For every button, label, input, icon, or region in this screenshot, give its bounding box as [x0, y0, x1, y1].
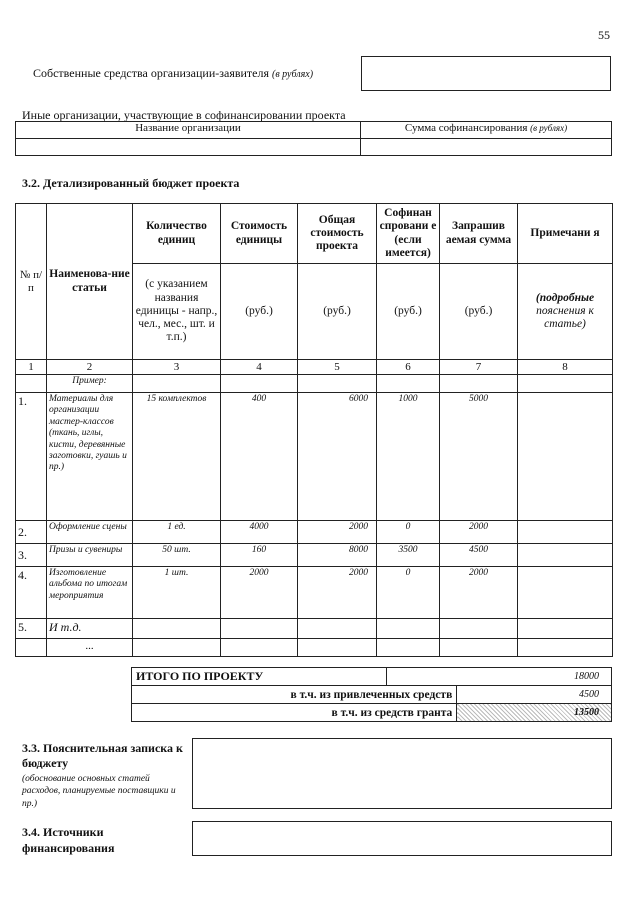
header-name: Наименова-ние статьи [47, 204, 133, 360]
row-cofin: 3500 [377, 544, 440, 567]
table-cell [377, 375, 440, 393]
cofinancing-col-org: Название организации [16, 122, 361, 139]
attracted-label: в т.ч. из привлеченных средств [132, 686, 457, 704]
cofinancing-col-sum [361, 122, 612, 139]
table-cell[interactable] [221, 639, 298, 657]
cofinancing-sum-cell[interactable] [361, 139, 612, 156]
row-cofin: 1000 [377, 393, 440, 521]
row-notes[interactable] [518, 393, 613, 521]
col-number: 2 [47, 360, 133, 375]
row-notes[interactable] [518, 521, 613, 544]
row-total: 8000 [298, 544, 377, 567]
row-notes[interactable] [518, 567, 613, 619]
row-name: Призы и сувениры [47, 544, 133, 567]
table-cell [16, 375, 47, 393]
row-total: 6000 [298, 393, 377, 521]
table-cell[interactable] [377, 619, 440, 639]
section-33-title: 3.3. Пояснительная записка к бюджету [22, 741, 183, 770]
row-requested: 2000 [440, 567, 518, 619]
table-cell [16, 639, 47, 657]
total-value: 18000 [387, 668, 612, 686]
row-cofin: 0 [377, 567, 440, 619]
col-number: 1 [16, 360, 47, 375]
cofinancing-title: Иные организации, участвующие в софинансировании проекта [22, 108, 346, 122]
header-total: Общая стоимость проекта [298, 204, 377, 264]
row-qty: 15 комплектов [133, 393, 221, 521]
row-cost: 2000 [221, 567, 298, 619]
header-qty: Количество единиц [133, 204, 221, 264]
header-notes-rest: пояснения к статье) [536, 304, 594, 331]
header-notes-bold: (подробные [535, 291, 595, 304]
table-row [16, 619, 613, 639]
table-row [16, 393, 613, 521]
example-row [16, 375, 613, 393]
header-notes-note [518, 264, 613, 360]
row-name: Изготовление альбома по итогам мероприятия [47, 567, 133, 619]
table-cell [440, 375, 518, 393]
section-33-note: (обоснование основных статей расходов, планируемые поставщики и пр.) [22, 774, 176, 809]
row-qty: 1 ед. [133, 521, 221, 544]
own-funds-input[interactable] [361, 56, 611, 91]
explanatory-note-input[interactable] [192, 738, 612, 809]
cofinancing-col-sum-text: Сумма софинансирования [404, 122, 528, 134]
table-cell[interactable] [440, 639, 518, 657]
row-total: 2000 [298, 567, 377, 619]
row-cost: 160 [221, 544, 298, 567]
row-num: 5. [16, 619, 47, 639]
header-requested-note: (руб.) [440, 264, 518, 360]
table-cell[interactable] [133, 619, 221, 639]
table-row [16, 639, 613, 657]
row-name: И т.д. [47, 619, 133, 639]
row-requested: 5000 [440, 393, 518, 521]
table-cell[interactable] [377, 639, 440, 657]
col-number: 3 [133, 360, 221, 375]
grant-value: 13500 [457, 704, 612, 722]
row-cost: 400 [221, 393, 298, 521]
totals-table [131, 667, 612, 722]
header-cost-note: (руб.) [221, 264, 298, 360]
header-notes: Примечани я [518, 204, 613, 264]
header-qty-note: (с указанием названия единицы - напр., чел., мес., шт. и т.п.) [133, 264, 221, 360]
row-num: 2. [16, 521, 47, 544]
own-funds-text: Собственные средства организации-заявителя [33, 66, 270, 80]
section-34-title: 3.4. Источники финансирования [22, 825, 115, 855]
grant-label: в т.ч. из средств гранта [132, 704, 457, 722]
example-label: Пример: [47, 375, 133, 393]
header-total-note: (руб.) [298, 264, 377, 360]
table-cell[interactable] [298, 639, 377, 657]
table-cell [298, 375, 377, 393]
attracted-value: 4500 [457, 686, 612, 704]
budget-table [15, 203, 613, 657]
cofinancing-col-sum-unit: (в рублях) [530, 123, 568, 133]
row-num: 1. [16, 393, 47, 521]
col-number: 6 [377, 360, 440, 375]
table-cell [518, 375, 613, 393]
page-number: 55 [598, 28, 610, 42]
table-cell[interactable] [133, 639, 221, 657]
col-number: 4 [221, 360, 298, 375]
cofinancing-org-cell[interactable] [16, 139, 361, 156]
table-row [16, 544, 613, 567]
table-cell [221, 375, 298, 393]
col-number: 7 [440, 360, 518, 375]
ellipsis: ... [47, 639, 133, 657]
table-cell[interactable] [518, 619, 613, 639]
row-name: Материалы для организации мастер-классов (ткань, иглы, кисти, деревянные заготовки, гуашь и пр.) [47, 393, 133, 521]
row-notes[interactable] [518, 544, 613, 567]
table-cell [133, 375, 221, 393]
col-number: 5 [298, 360, 377, 375]
row-cost: 4000 [221, 521, 298, 544]
row-requested: 2000 [440, 521, 518, 544]
header-cofin-note: (руб.) [377, 264, 440, 360]
total-label: ИТОГО ПО ПРОЕКТУ [132, 668, 387, 686]
table-cell[interactable] [221, 619, 298, 639]
section-33 [22, 741, 187, 810]
header-requested: Запрашив аемая сумма [440, 204, 518, 264]
table-row [16, 521, 613, 544]
table-cell[interactable] [298, 619, 377, 639]
row-num: 4. [16, 567, 47, 619]
header-cost: Стоимость единицы [221, 204, 298, 264]
cofinancing-table [15, 121, 612, 156]
row-total: 2000 [298, 521, 377, 544]
table-cell[interactable] [440, 619, 518, 639]
row-requested: 4500 [440, 544, 518, 567]
header-num: № п/п [16, 204, 47, 360]
row-cofin: 0 [377, 521, 440, 544]
row-name: Оформление сцены [47, 521, 133, 544]
table-cell[interactable] [518, 639, 613, 657]
column-number-row [16, 360, 613, 375]
funding-sources-input[interactable] [192, 821, 612, 856]
table-row [16, 567, 613, 619]
col-number: 8 [518, 360, 613, 375]
own-funds-unit: (в рублях) [272, 69, 314, 80]
row-qty: 50 шт. [133, 544, 221, 567]
row-qty: 1 шт. [133, 567, 221, 619]
budget-title: 3.2. Детализированный бюджет проекта [22, 176, 240, 190]
header-cofin: Софинан спровани е (если имеется) [377, 204, 440, 264]
row-num: 3. [16, 544, 47, 567]
own-funds-label [33, 66, 313, 81]
